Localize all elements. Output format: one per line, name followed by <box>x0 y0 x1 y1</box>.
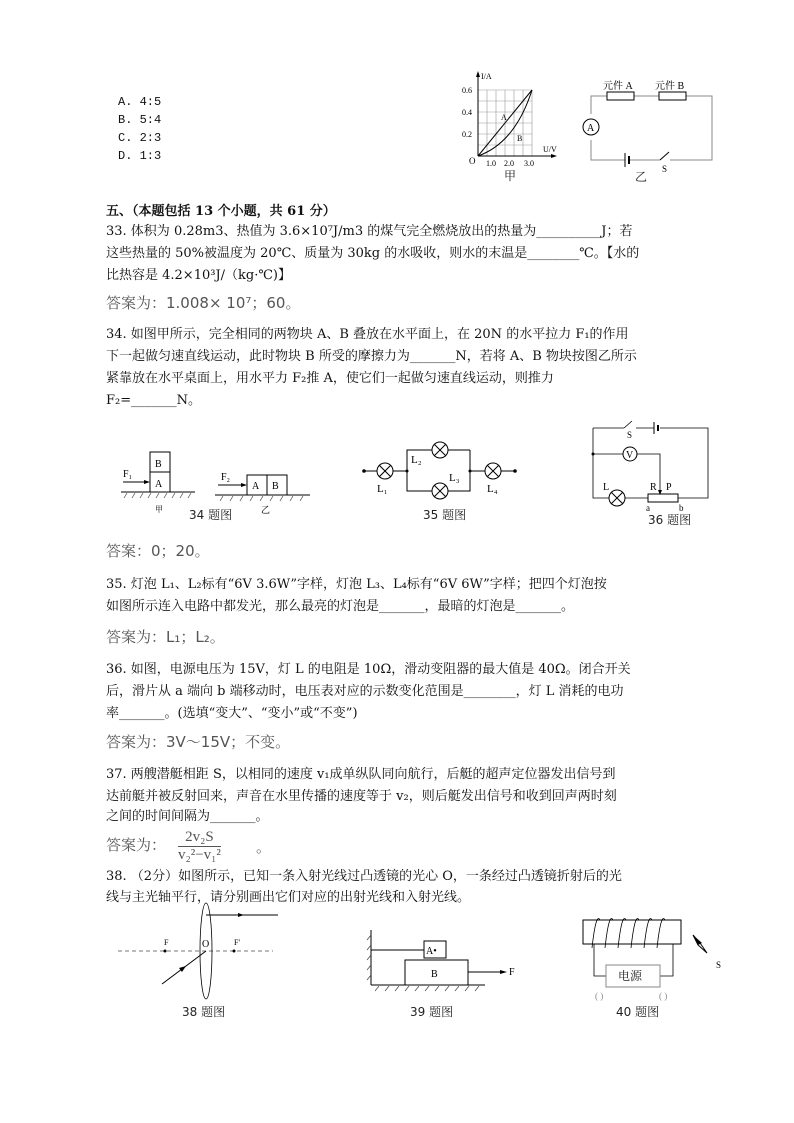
block-a-label: A <box>252 481 260 492</box>
block-b-label: B <box>272 481 279 492</box>
sub-figure-jia: 甲 <box>155 505 163 514</box>
focus-f-label: F <box>164 938 169 947</box>
component-a-label: 元件 A <box>603 81 633 92</box>
end-b-label: b <box>679 503 684 513</box>
force-f2-label: F₂ <box>221 472 231 483</box>
force-f1-label: F₁ <box>123 469 133 480</box>
curve-b-label: B <box>517 134 523 143</box>
slider-label: P <box>666 482 672 493</box>
option-a: A. 4:5 <box>118 95 162 109</box>
block-a-label: A <box>155 479 163 490</box>
fraction-numerator: 2v₂S <box>178 829 221 847</box>
q33-line: 33. 体积为 0.28m3、热值为 3.6×10⁷J/m3 的煤气完全燃烧放出的热量为__________J；若 <box>106 224 633 239</box>
lamp-label: L <box>603 482 610 493</box>
q37-line: 达前艇并被反射回来，声音在水里传播的速度等于 v₂，则后艇发出信号和收到回声两时刻 <box>106 789 617 804</box>
figure-caption: 39 题图 <box>410 1005 454 1019</box>
circuit-yi <box>575 81 715 184</box>
figure-caption: 34 题图 <box>189 508 233 522</box>
option-b: B. 5:4 <box>118 113 162 127</box>
option-c: C. 2:3 <box>118 131 162 145</box>
y-tick: 0.6 <box>462 86 472 95</box>
bulb-l2-label: L₂ <box>411 454 422 466</box>
q36-line: 36. 如图，电源电压为 15V，灯 L 的电阻是 10Ω，滑动变阻器的最大值是 40Ω。闭合开关 <box>106 662 631 677</box>
q34-line: 34. 如图甲所示，完全相同的两物块 A、B 叠放在水平面上，在 20N 的水平拉力 F₁的作用 <box>106 327 629 342</box>
q38-line: 38. （2分）如图所示，已知一条入射光线过凸透镜的光心 O，一条经过凸透镜折射后的光 <box>106 869 622 884</box>
compass-s-label: S <box>716 960 722 970</box>
y-tick: 0.2 <box>462 130 472 139</box>
q33-answer: 答案为：1.008× 10⁷；60。 <box>106 294 301 312</box>
figure-caption: 甲 <box>504 169 517 183</box>
q34-line: F₂=_______N。 <box>106 393 201 408</box>
y-axis-label: I/A <box>481 72 492 81</box>
pole-left-blank: ( ) <box>595 991 604 1001</box>
q37-line: 37. 两艘潜艇相距 S，以相同的速度 v₁成单纵队同向航行，后艇的超声定位器发出信号到 <box>106 767 616 782</box>
y-tick: 0.4 <box>462 108 472 117</box>
switch-label: S <box>627 430 633 440</box>
ammeter-label: A <box>587 123 595 134</box>
figure-caption: 36 题图 <box>648 513 692 527</box>
fig35 <box>355 440 535 525</box>
q35-line: 如图所示连入电路中都发光，那么最亮的灯泡是_______，最暗的灯泡是_______。 <box>106 599 575 614</box>
power-source-label: 电源 <box>618 969 643 983</box>
fig34 <box>115 440 315 525</box>
q36-line: 率_______。(选填“变大”、“变小”或“不变”) <box>106 706 358 721</box>
q35-line: 35. 灯泡 L₁、L₂标有“6V 3.6W”字样，灯泡 L₃、L₄标有“6V 6W”字样；把四个灯泡按 <box>106 577 607 592</box>
sub-figure-yi: 乙 <box>261 505 271 515</box>
optical-center-label: O <box>202 939 210 950</box>
fig38 <box>118 900 288 1025</box>
curve-a-label: A <box>501 113 507 122</box>
q37-answer-suffix: 。 <box>256 838 272 856</box>
x-tick: 1.0 <box>486 159 496 168</box>
option-d: D. 1:3 <box>118 149 162 163</box>
q34-answer: 答案：0；20。 <box>106 542 210 560</box>
block-b-label: B <box>431 969 438 980</box>
figure-caption: 35 题图 <box>423 508 467 522</box>
switch-label: S <box>662 164 668 174</box>
force-f-label: F <box>509 967 515 978</box>
end-a-label: a <box>646 503 650 513</box>
x-tick: 3.0 <box>524 159 534 168</box>
q33-line: 比热容是 4.2×10³J/（kg·℃)】 <box>106 268 291 283</box>
rheostat-label: R <box>650 482 657 493</box>
iu-graph <box>460 68 560 188</box>
q37-line: 之间的时间间隔为_______。 <box>106 809 269 824</box>
q34-line: 下一起做匀速直线运动，此时物块 B 所受的摩擦力为_______N，若将 A、B 物块按图乙所示 <box>106 349 637 364</box>
q37-answer-fraction <box>178 829 221 863</box>
fraction-denominator: v₂²−v₁² <box>178 847 221 863</box>
fig36 <box>590 416 715 526</box>
q33-line: 这些热量的 50%被温度为 20℃、质量为 30kg 的水吸收，则水的末温是________℃。【水的 <box>106 246 640 261</box>
bulb-l3-label: L₃ <box>449 472 460 484</box>
q36-answer: 答案为：3V～15V；不变。 <box>106 733 291 751</box>
block-b-label: B <box>155 459 162 470</box>
x-tick: 2.0 <box>504 159 514 168</box>
origin-label: O <box>469 156 476 166</box>
q37-answer-prefix: 答案为： <box>106 836 167 854</box>
q34-line: 紧靠放在水平桌面上，用水平力 F₂推 A，使它们一起做匀速直线运动，则推力 <box>106 371 554 386</box>
figure-caption: 40 题图 <box>616 1005 660 1019</box>
q36-line: 后，滑片从 a 端向 b 端移动时，电压表对应的示数变化范围是________，灯 L 消耗的电功 <box>106 684 624 699</box>
bulb-l4-label: L₄ <box>487 483 498 495</box>
x-axis-label: U/V <box>543 145 557 154</box>
fig40 <box>578 910 728 1025</box>
figure-caption: 38 题图 <box>182 1005 226 1019</box>
voltmeter-label: V <box>626 450 634 461</box>
component-b-label: 元件 B <box>655 81 685 92</box>
focus-f-prime-label: F' <box>234 938 240 947</box>
section-title: 五、（本题包括 13 个小题，共 61 分） <box>106 204 336 219</box>
pole-right-blank: ( ) <box>659 991 668 1001</box>
block-a-label: A• <box>426 946 437 957</box>
bulb-l1-label: L₁ <box>377 483 388 495</box>
q38-line: 线与主光轴平行，请分别画出它们对应的出射光线和入射光线。 <box>106 890 471 905</box>
figure-caption: 乙 <box>635 170 648 184</box>
q35-answer: 答案为：L₁；L₂。 <box>106 628 225 646</box>
fig39 <box>335 925 535 1025</box>
